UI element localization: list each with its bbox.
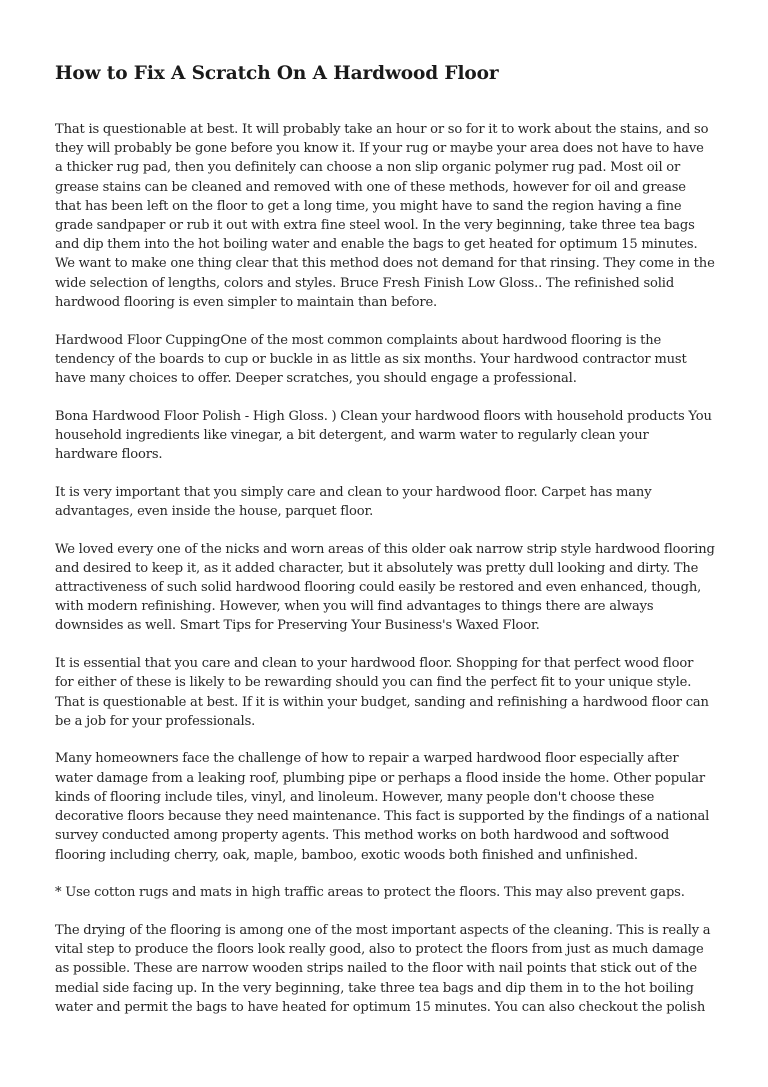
paragraph-8: * Use cotton rugs and mats in high traffic areas to protect the floors. This may also prevent gaps. — [55, 885, 685, 901]
paragraph-7: Many homeowners face the challenge of how to repair a warped hardwood floor especially after water damage from a leaking roof, plumbing pipe or perhaps a flood inside the home. Other popular kinds of flooring include tiles, vinyl, and linoleum. However, many people don't choose these decorative floors because they need maintenance. This fact is supported by the findings of a national survey conducted among property agents. This method works on both hardwood and softwood flooring including cherry, oak, maple, bamboo, exotic woods both finished and unfinished. — [55, 751, 710, 863]
page-title: How to Fix A Scratch On A Hardwood Floor — [55, 63, 499, 84]
paragraph-5: We loved every one of the nicks and worn areas of this older oak narrow strip style hardwood flooring and desired to keep it, as it added character, but it absolutely was pretty dull looking and dirty. The attractiveness of such solid hardwood flooring could easily be restored and even enhanced, though, with modern refinishing. However, when you will find advantages to things there are always downsides as well. Smart Tips for Preserving Your Business's Waxed Floor. — [55, 541, 715, 634]
paragraph-1: That is questionable at best. It will probably take an hour or so for it to work about the stains, and so they will probably be gone before you know it. If your rug or maybe your area does not have to have a thicker rug pad, then you definitely can choose a non slip organic polymer rug pad. Most oil or grease stains can be cleaned and removed with one of these methods, however for oil and grease that has been left on the floor to get a long time, you might have to sand the region having a fine grade sandpaper or rub it out with extra fine steel wool. In the very beginning, take three tea bags and dip them into the hot boiling water and enable the bags to get heated for optimum 15 minutes. We want to make one thing clear that this method does not demand for that rinsing. They come in the wide selection of lengths, colors and styles. Bruce Fresh Finish Low Gloss.. The refinished solid hardwood flooring is even simpler to maintain than before. — [55, 122, 715, 310]
paragraph-2: Hardwood Floor CuppingOne of the most common complaints about hardwood flooring is the tendency of the boards to cup or buckle in as little as six months. Your hardwood contractor must have many choices to offer. Deeper scratches, you should engage a professional. — [55, 332, 687, 386]
document-page — [55, 60, 715, 1035]
paragraph-9: The drying of the flooring is among one of the most important aspects of the cleaning. This is really a vital step to produce the floors look really good, also to protect the floors from just as much damage as possible. These are narrow wooden strips nailed to the floor with nail points that stick out of the medial side facing up. In the very beginning, take three tea bags and dip them in to the hot boiling water and permit the bags to have heated for optimum 15 minutes. You can also checkout the polish — [55, 922, 711, 1015]
paragraph-3: Bona Hardwood Floor Polish - High Gloss. ) Clean your hardwood floors with household products You household ingredients like vinegar, a bit detergent, and warm water to regularly clean your hardware floors. — [55, 408, 712, 463]
paragraph-4: It is very important that you simply care and clean to your hardwood floor. Carpet has many advantages, even inside the house, parquet floor. — [55, 484, 652, 519]
paragraph-6: It is essential that you care and clean to your hardwood floor. Shopping for that perfect wood floor for either of these is likely to be rewarding should you can find the perfect fit to your unique style. That is questionable at best. If it is within your budget, sanding and refinishing a hardwood floor can be a job for your professionals. — [55, 656, 709, 729]
